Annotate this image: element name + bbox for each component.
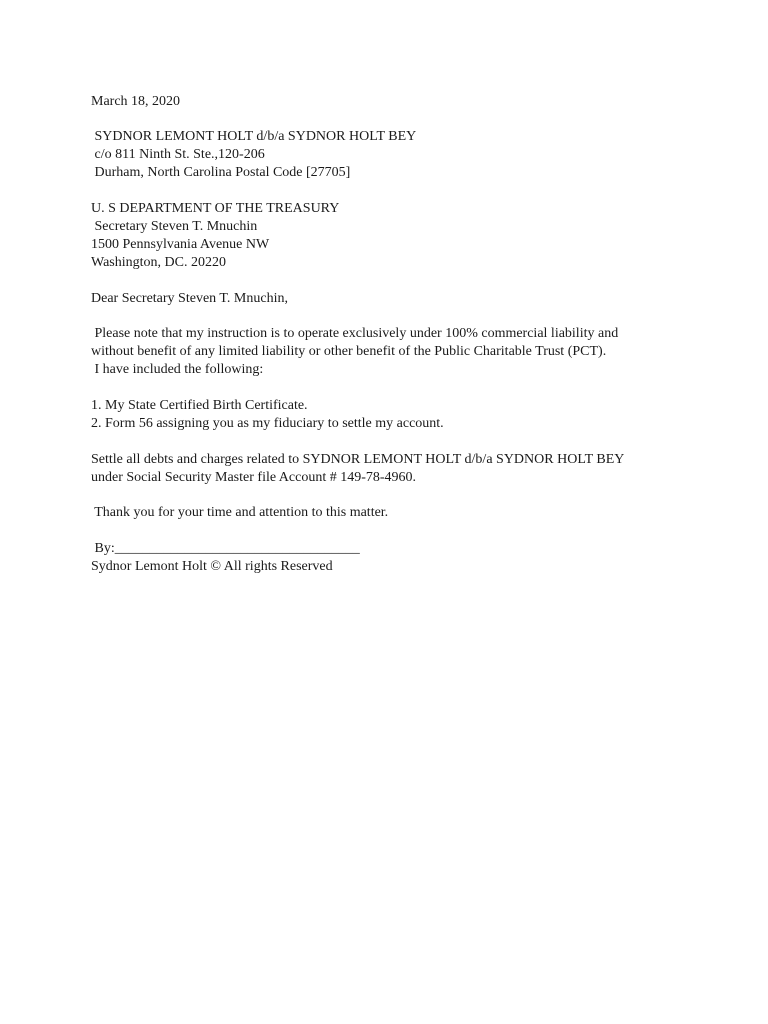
paragraph-instruction-line-3: I have included the following: [91, 362, 264, 377]
paragraph-instruction-line-1: Please note that my instruction is to operate exclusively under 100% commercial liability and [91, 326, 619, 341]
signature-line: By:___________________________________ [91, 541, 360, 556]
enclosure-item-1: 1. My State Certified Birth Certificate. [91, 398, 308, 413]
recipient-street: 1500 Pennsylvania Avenue NW [91, 237, 270, 252]
sender-name: SYDNOR LEMONT HOLT d/b/a SYDNOR HOLT BEY [91, 129, 417, 144]
recipient-city: Washington, DC. 20220 [91, 255, 226, 270]
salutation: Dear Secretary Steven T. Mnuchin, [91, 291, 288, 306]
signature-name: Sydnor Lemont Holt © All rights Reserved [91, 559, 333, 574]
paragraph-settle-line-2: under Social Security Master file Account # 149-78-4960. [91, 470, 417, 485]
enclosure-item-2: 2. Form 56 assigning you as my fiduciary to settle my account. [91, 416, 444, 431]
paragraph-instruction-line-2: without benefit of any limited liability or other benefit of the Public Charitable Trust (PCT). [91, 344, 607, 359]
recipient-name: Secretary Steven T. Mnuchin [91, 219, 258, 234]
letter-date: March 18, 2020 [91, 94, 181, 109]
sender-address-street: c/o 811 Ninth St. Ste.,120-206 [91, 147, 265, 162]
sender-address-city: Durham, North Carolina Postal Code [27705] [91, 165, 351, 180]
recipient-department: U. S DEPARTMENT OF THE TREASURY [91, 201, 340, 216]
paragraph-settle-line-1: Settle all debts and charges related to SYDNOR LEMONT HOLT d/b/a SYDNOR HOLT BEY [91, 452, 625, 467]
closing-line: Thank you for your time and attention to this matter. [91, 505, 389, 520]
